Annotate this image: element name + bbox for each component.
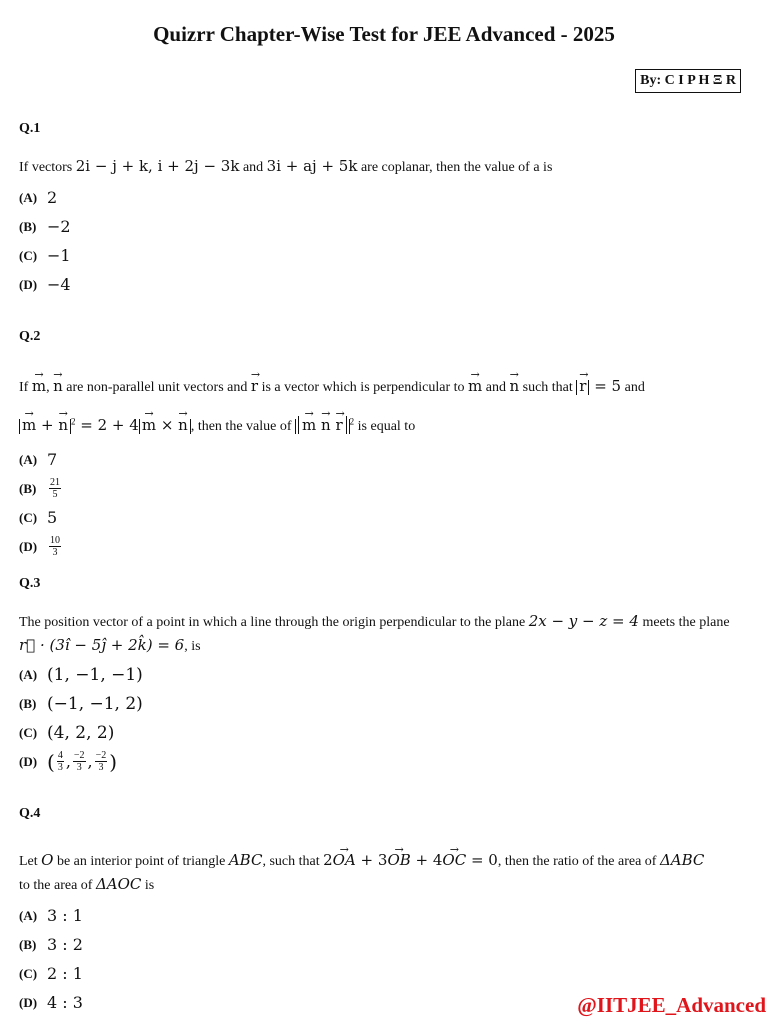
stem-math: r⃗ · (3î − 5ĵ + 2k̂) = 6 [19, 636, 185, 654]
page-title: Quizrr Chapter-Wise Test for JEE Advanced - 2025 [153, 22, 615, 46]
vector-n: → n [509, 365, 519, 402]
stem-text: and [482, 380, 510, 395]
option-a[interactable] [19, 445, 749, 474]
magnitude-sum [19, 416, 71, 434]
option-value: −4 [47, 275, 71, 294]
stem-math: ABC [228, 851, 263, 869]
option-fraction [49, 535, 61, 558]
option-a[interactable] [19, 183, 749, 212]
stem-math: ΔABC [659, 851, 705, 869]
stem-text: , then the value of [190, 419, 296, 434]
option-value: 2 : 1 [47, 964, 83, 983]
option-d[interactable] [19, 747, 749, 776]
stem-math: 2x − y − z = 4 [528, 612, 639, 630]
option-a[interactable] [19, 660, 749, 689]
stem-text: meets the plane [638, 615, 730, 630]
vector-n: → n [321, 404, 331, 441]
vector-m: → m [32, 365, 46, 402]
vector-oa: → OA [333, 844, 356, 872]
magnitude-r [576, 377, 589, 395]
stem-text: Let [19, 854, 42, 869]
question-stem [19, 610, 749, 658]
stem-math: = 0 [466, 851, 498, 869]
option-label: (A) [19, 907, 38, 923]
option-value: −2 [47, 217, 71, 236]
paren-close: ) [109, 749, 118, 774]
stem-text: and [621, 380, 645, 395]
vector-m: → m [142, 404, 156, 441]
stem-math: = 5 [589, 377, 622, 395]
stem-text: The position vector of a point in which a line through the origin perpendicular to the plane [19, 615, 529, 630]
stem-math: + 4 [410, 851, 443, 869]
option-label: (A) [19, 451, 38, 467]
vector-r: → r [579, 365, 586, 402]
option-fraction [57, 750, 64, 773]
vector-m: → m [22, 404, 36, 441]
numerator: −2 [95, 750, 107, 761]
question-stem [19, 155, 749, 179]
stem-text: be an interior point of triangle [53, 854, 229, 869]
question-stem [19, 844, 749, 897]
vector-oc: → OC [442, 844, 466, 872]
denominator: 3 [98, 762, 104, 773]
option-value: 3 : 1 [47, 906, 83, 925]
option-label: (B) [19, 480, 37, 496]
option-list [19, 660, 749, 776]
denominator: 5 [52, 489, 58, 500]
numerator: 10 [50, 535, 60, 546]
option-list [19, 445, 749, 561]
option-label: (D) [19, 994, 38, 1010]
stem-text: are coplanar, then the value of a is [357, 160, 553, 175]
stem-text: , then the ratio of the area of [497, 854, 660, 869]
stem-text: such that [519, 380, 577, 395]
option-label: (A) [19, 666, 38, 682]
option-c[interactable] [19, 503, 749, 532]
separator: , [87, 752, 93, 771]
numerator: −2 [73, 750, 85, 761]
vector-r: → r [335, 404, 342, 441]
option-label: (B) [19, 218, 37, 234]
option-b[interactable] [19, 930, 749, 959]
paren-open: ( [47, 749, 55, 774]
stem-text: are non-parallel unit vectors and [62, 380, 251, 395]
option-value: −1 [47, 246, 71, 265]
option-label: (D) [19, 276, 38, 292]
option-label: (B) [19, 695, 37, 711]
option-list [19, 183, 749, 299]
denominator: 3 [57, 762, 63, 773]
stem-text: to the area of [19, 878, 96, 893]
exponent: 2 [71, 416, 76, 427]
stem-text: is equal to [354, 419, 416, 434]
option-label: (D) [19, 538, 38, 554]
question-stem [19, 365, 749, 443]
stem-math: 2 [323, 851, 333, 869]
stem-math: × [156, 416, 179, 434]
option-label: (C) [19, 509, 38, 525]
option-b[interactable] [19, 689, 749, 718]
stem-text: and [239, 160, 267, 175]
stem-math: ΔAOC [95, 875, 142, 893]
option-label: (C) [19, 724, 38, 740]
vector-n: → n [178, 404, 188, 441]
option-value: (−1, −1, 2) [47, 693, 143, 714]
option-label: (A) [19, 189, 38, 205]
separator: , [65, 752, 71, 771]
stem-text: If vectors [19, 160, 76, 175]
option-label: (B) [19, 936, 37, 952]
option-label: (D) [19, 753, 38, 769]
stem-text: is a vector which is perpendicular to [258, 380, 468, 395]
question-label: Q.3 [19, 576, 41, 591]
stem-text: , [46, 380, 54, 395]
stem-text: is [141, 878, 155, 893]
stem-math: 3i + aj + 5k [266, 157, 358, 175]
vector-n: → n [53, 365, 63, 402]
author-byline: By: C I P H Ξ R [635, 69, 741, 93]
option-c[interactable] [19, 718, 749, 747]
exponent: 2 [349, 416, 355, 427]
option-a[interactable] [19, 901, 749, 930]
option-fraction [95, 750, 108, 773]
denominator: 3 [76, 762, 82, 773]
stem-math: + 3 [355, 851, 388, 869]
option-d[interactable] [19, 270, 749, 299]
option-fraction [73, 750, 86, 773]
option-fraction [49, 477, 61, 500]
stem-text: , is [184, 639, 201, 654]
option-c[interactable] [19, 241, 749, 270]
vector-m: → m [468, 365, 482, 402]
stem-text: If [19, 380, 32, 395]
option-value: 2 [47, 188, 58, 207]
vector-r: → r [251, 365, 258, 402]
option-value: 7 [47, 450, 58, 469]
option-label: (C) [19, 965, 38, 981]
denominator: 3 [52, 547, 58, 558]
magnitude-cross [139, 416, 191, 434]
numerator: 4 [57, 750, 63, 761]
option-d[interactable] [19, 532, 749, 561]
question-label: Q.4 [19, 806, 41, 821]
stem-math: = 2 + 4 [75, 416, 139, 434]
vector-m: → m [302, 404, 316, 441]
option-value: (4, 2, 2) [47, 722, 115, 743]
vector-n: → n [58, 404, 68, 441]
option-b[interactable] [19, 474, 749, 503]
stem-math: 2i − j + k, i + 2j − 3k [75, 157, 240, 175]
watermark: @IITJEE_Advanced [577, 993, 766, 1017]
numerator: 21 [50, 477, 60, 488]
option-value: 3 : 2 [47, 935, 83, 954]
stem-math: O [41, 851, 54, 869]
stem-text: , such that [262, 854, 324, 869]
question-3 [19, 576, 749, 776]
stem-math: + [36, 416, 59, 434]
question-1 [19, 121, 749, 299]
question-4 [19, 806, 749, 1017]
option-value: 5 [47, 508, 58, 527]
question-label: Q.2 [19, 329, 41, 344]
box-product [298, 416, 347, 434]
question-label: Q.1 [19, 121, 41, 136]
vector-ob: → OB [387, 844, 410, 872]
question-2 [19, 329, 749, 561]
option-value: 4 : 3 [47, 993, 83, 1012]
option-b[interactable] [19, 212, 749, 241]
option-label: (C) [19, 247, 38, 263]
option-value: (1, −1, −1) [47, 664, 143, 685]
magnitude-box-product [295, 416, 350, 434]
option-c[interactable] [19, 959, 749, 988]
